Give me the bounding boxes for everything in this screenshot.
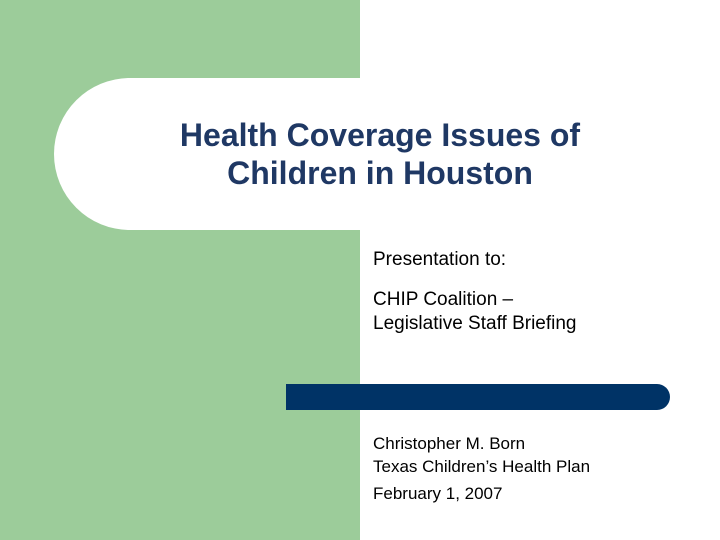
- slide-title: [130, 116, 630, 192]
- audience-line-1: CHIP Coalition –: [373, 289, 514, 310]
- subtitle-block: [373, 248, 703, 336]
- audience-line-2: Legislative Staff Briefing: [373, 313, 577, 334]
- presenter-organization: Texas Children’s Health Plan: [373, 457, 591, 476]
- title-line-1: Health Coverage Issues of: [179, 117, 581, 153]
- title-line-2: Children in Houston: [227, 155, 533, 191]
- presenter-name: Christopher M. Born: [373, 434, 526, 453]
- presentation-date: February 1, 2007: [373, 484, 503, 503]
- presenter-block: [373, 432, 703, 505]
- navy-divider-bar: [286, 384, 670, 410]
- presentation-to-label: Presentation to:: [373, 249, 507, 270]
